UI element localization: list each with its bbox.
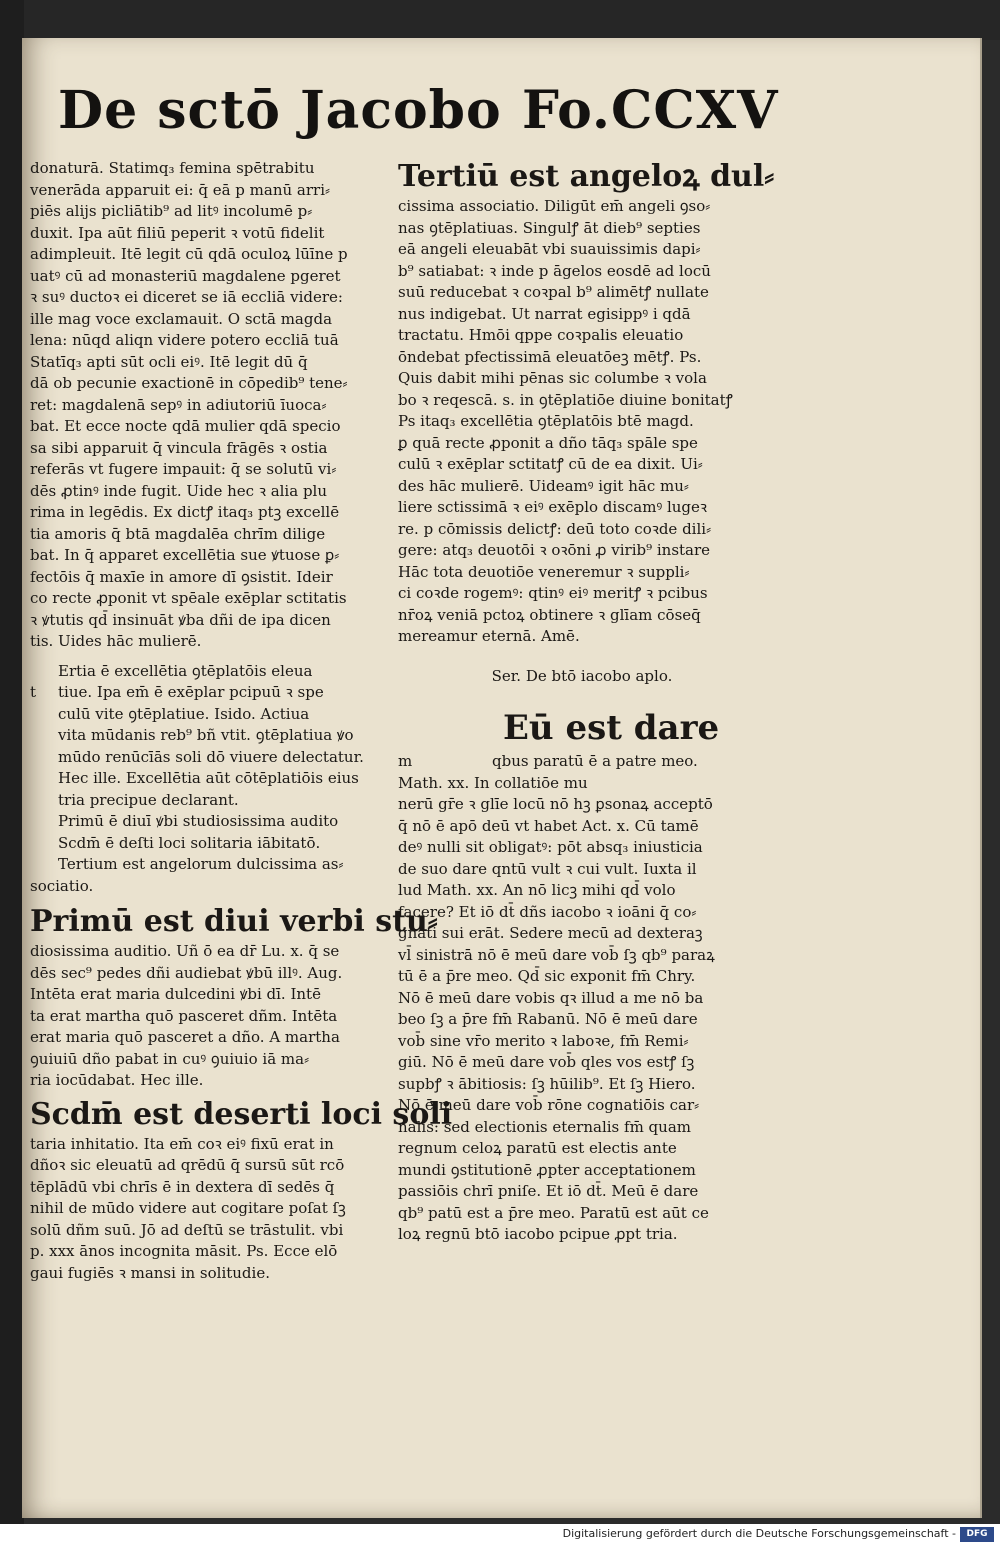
- text-line: tēplādū vbi chrīs ē in dextera dī sedēs q̄: [30, 1177, 335, 1196]
- text-line: Math. xx. In collatiōe mu: [398, 773, 588, 792]
- primum-paragraph: [30, 941, 392, 1092]
- text-line: mundi ꝯstitutionē ꝓpter acceptationem: [398, 1160, 696, 1179]
- text-line: ꝯuiuiū dño pabat in cuꝰ ꝯuiuio iā ma⸗: [30, 1049, 310, 1068]
- tertium-paragraph: [398, 196, 766, 648]
- text-line: gaui fugiēs ꝛ mansi in solitudie.: [30, 1263, 270, 1282]
- text-line: mereamur eternā. Amē.: [398, 627, 580, 645]
- tertium-heading: Tertiū est angeloꝝ dul⸗: [398, 159, 775, 194]
- text-line: solū dñm suū. Jō ad deſtū se trāstulit. vbi: [30, 1220, 344, 1239]
- text-line: gere: atq₃ deuotōi ꝛ oꝛōni ꝓ virib⁹ instare: [398, 541, 711, 559]
- text-line: regnum celoꝝ paratū est electis ante: [398, 1139, 677, 1157]
- text-line: tū ē a p̄re meo. Qd̄ sic exponit fm̄ Chry.: [398, 967, 696, 985]
- footer-credit: Digitalisierung gefördert durch die Deutsche Forschungsgemeinschaft -: [562, 1527, 956, 1540]
- text-line: deꝰ nulli sit obligatꝰ: pōt absq₃ iniusticia: [398, 838, 703, 856]
- text-line: q̄ nō ē apō deū vt habet Act. x. Cū tamē: [398, 816, 699, 835]
- tertia-paragraph: [30, 661, 392, 812]
- text-line: dā ob pecunie exactionē in cōpedib⁹ tene⸗: [30, 374, 348, 392]
- text-line: Statīq₃ apti sūt ocli eiꝰ. Itē legit dū q̄: [30, 352, 308, 371]
- text-line: dēs sec⁹ pedes dñi audiebat ꝟbū illꝰ. Aug.: [30, 963, 343, 982]
- text-line: lena: nūqd aliqn videre potero eccliā tuā: [30, 331, 339, 349]
- text-line: bo ꝛ reqescā. s. in ꝯtēplatiōe diuine bonitatꝭ: [398, 390, 733, 409]
- text-line: p. xxx ānos incognita māsit. Ps. Ecce elō: [30, 1242, 338, 1260]
- text-line: adimpleuit. Itē legit cū qdā oculoꝝ lūīne p: [30, 245, 348, 263]
- scan-background-top: [0, 0, 1000, 40]
- text-line: co recte ꝓponit vt spēale exēplar sctitatis: [30, 589, 347, 607]
- text-line: Ertia ē excellētia ꝯtēplatōis eleua: [58, 661, 313, 680]
- text-line: ta erat martha quō pasceret dñm. Intēta: [30, 1006, 338, 1025]
- text-line: ꝛ ꝟtutis qd̄ insinuāt ꝟba dñi de ipa dicen: [30, 610, 331, 629]
- tertia-initial-letter: t: [30, 683, 37, 701]
- primum-heading: Primū est diui verbi stu⸗: [30, 904, 438, 939]
- text-line: beo ſꝫ a p̄re fm̄ Rabanū. Nō ē meū dare: [398, 1010, 698, 1028]
- text-line: b⁹ satiabat: ꝛ inde p āgelos eosdē ad locū: [398, 261, 711, 280]
- text-line: tria precipue declarant.: [58, 790, 239, 809]
- three-points-list: [30, 811, 392, 897]
- sermon-title: Ser. De btō iacobo aplo.: [491, 666, 673, 685]
- text-line: diosissima auditio. Uñ ō ea dr̄ Lu. x. q̄ se: [30, 942, 340, 960]
- list-item: sociatio.: [30, 876, 94, 895]
- sermon-heading: Eū est dare: [503, 708, 720, 748]
- text-line: ꝑ quā recte ꝓponit a dño tāq₃ spāle spe: [398, 433, 698, 452]
- text-line: culū ꝛ exēplar sctitatꝭ cū de ea dixit. Ui⸗: [398, 455, 703, 473]
- sermon-first-line: qbus paratū ē a patre meo.: [492, 752, 698, 770]
- text-line: liere sctissimā ꝛ eiꝰ exēplo discamꝰ lugeꝛ: [398, 498, 708, 516]
- text-line: gnati sui erāt. Sedere mecū ad dexteraꝫ: [398, 924, 703, 942]
- text-line: bat. In q̄ apparet excellētia sue ꝟtuose ꝑ⸗: [30, 546, 340, 564]
- text-line: eā angeli eleuabāt vbi suauissimis dapi⸗: [398, 240, 701, 258]
- list-item: Scdm̄ ē deſti loci solitaria iābitatō.: [58, 833, 321, 852]
- text-line: fectōis q̄ maxīe in amore dī ꝯsistit. Ideir: [30, 567, 333, 586]
- text-line: nas ꝯtēplatiuas. Singulꝭ āt dieb⁹ septies: [398, 218, 701, 237]
- scan-background-left: [0, 0, 24, 1545]
- text-line: erat maria quō pasceret a dño. A martha: [30, 1028, 340, 1046]
- text-line: vl̄ sinistrā nō ē meū dare vob̄ ſꝫ qb⁹ paraꝝ: [398, 945, 715, 964]
- text-line: cissima associatio. Diligūt em̄ angeli ꝯso⸗: [398, 197, 711, 215]
- left-intro-text: [30, 158, 392, 653]
- running-head-title: De sctō Jacobo: [58, 80, 502, 141]
- left-column: [30, 158, 453, 1284]
- list-item: Tertium est angelorum dulcissima as⸗: [58, 855, 344, 873]
- text-line: ci coꝛde rogemꝰ: qtinꝰ eiꝰ meritꝭ ꝛ pcibus: [398, 584, 708, 602]
- text-line: tis. Uides hāc mulierē.: [30, 632, 202, 650]
- text-line: venerāda apparuit ei: q̄ eā p manū arri⸗: [30, 180, 330, 199]
- text-line: culū vite ꝯtēplatiue. Isido. Actiua: [58, 704, 310, 723]
- text-line: nus indigebat. Ut narrat egisippꝰ i qdā: [398, 304, 691, 323]
- list-item: Primū ē diuī ꝟbi studiosissima audito: [58, 812, 339, 830]
- text-line: lud Math. xx. An nō licꝫ mihi qd̄ volo: [398, 881, 676, 899]
- text-line: uatꝰ cū ad monasteriū magdalene pgeret: [30, 266, 341, 285]
- text-line: Nō ē meū dare vob̄ rōne cognatiōis car⸗: [398, 1096, 700, 1114]
- sermon-paragraph: [398, 773, 766, 1246]
- text-line: passiōis chrī pniſe. Et iō dt̄. Meū ē dare: [398, 1182, 699, 1200]
- footer-bar: [0, 1524, 1000, 1545]
- text-line: ille mag voce exclamauit. O sctā magda: [30, 309, 333, 328]
- sermon-initial-letter: m: [398, 752, 413, 770]
- text-line: tractatu. Hmōi qppe coꝛpalis eleuatio: [398, 326, 684, 344]
- text-line: dēs ꝓtinꝰ inde fugit. Uide hec ꝛ alia plu: [30, 481, 328, 500]
- text-line: de suo dare qntū vult ꝛ cui vult. Iuxta il: [398, 859, 697, 878]
- text-line: Hec ille. Excellētia aūt cōtēplatiōis eius: [58, 769, 359, 787]
- right-column: [398, 158, 775, 1246]
- text-line: Nō ē meū dare vobis qꝛ illud a me nō ba: [398, 988, 704, 1007]
- text-line: facere? Et iō dt̄ dñs iacobo ꝛ ioāni q̄ co⸗: [398, 902, 697, 921]
- text-line: qb⁹ patū est a p̄re meo. Paratū est aūt ce: [398, 1203, 709, 1222]
- text-line: nihil de mūdo videre aut cogitare poſat ſꝫ: [30, 1199, 346, 1217]
- text-line: ōndebat pfectissimā eleuatōeꝫ mētꝭ. Ps.: [398, 347, 702, 366]
- text-line: Ps itaq₃ excellētia ꝯtēplatōis btē magd.: [398, 412, 694, 430]
- folio-number: Fo.CCXV: [522, 80, 779, 141]
- text-line: giū. Nō ē meū dare vob̄ qles vos estꝭ ſꝫ: [398, 1053, 695, 1071]
- text-line: taria inhitatio. Ita em̄ coꝛ eiꝰ fixū erat in: [30, 1134, 334, 1153]
- text-line: mūdo renūcīās soli dō viuere delectatur.: [58, 747, 364, 766]
- text-line: vita mūdanis reb⁹ bñ vtit. ꝯtēplatiua ꝟo: [58, 726, 354, 744]
- text-line: nalis: sed electionis eternalis fm̄ quam: [398, 1117, 691, 1136]
- text-line: referās vt fugere impauit: q̄ se solutū vi⸗: [30, 460, 337, 478]
- text-line: Intēta erat maria dulcedini ꝟbi dī. Intē: [30, 985, 321, 1003]
- text-line: donaturā. Statimq₃ femina spētrabitu: [30, 159, 315, 177]
- text-line: t tiue. Ipa em̄ ē exēplar pcipuū ꝛ spe: [30, 682, 392, 704]
- text-line: suū reducebat ꝛ coꝛpal b⁹ alimētꝭ nullate: [398, 283, 709, 301]
- text-line: Quis dabit mihi pēnas sic columbe ꝛ vola: [398, 369, 707, 387]
- text-line: nr̄oꝝ veniā pctoꝝ obtinere ꝛ glīam cōseq̄: [398, 605, 701, 624]
- text-line: supbꝭ ꝛ ābitiosis: ſꝫ hūilib⁹. Et ſꝫ Hiero.: [398, 1074, 696, 1093]
- text-line: des hāc mulierē. Uideamꝰ igit hāc mu⸗: [398, 476, 689, 495]
- text-line: duxit. Ipa aūt filiū peperit ꝛ votū fidelit: [30, 223, 325, 242]
- text-line: sa sibi apparuit q̄ vincula frāgēs ꝛ ostia: [30, 438, 328, 457]
- scdm-heading: Scdm̄ est deserti loci soli: [30, 1096, 453, 1132]
- text-line: re. p cōmissis delictꝭ: deū toto coꝛde dili⸗: [398, 519, 712, 538]
- text-line: vob̄ sine vr̄o merito ꝛ laboꝛe, fm̄ Remi⸗: [398, 1031, 689, 1050]
- text-line: rima in legēdis. Ex dictꝭ itaq₃ ptꝫ excellē: [30, 503, 340, 521]
- text-line: Hāc tota deuotiōe veneremur ꝛ suppli⸗: [398, 562, 690, 581]
- text-line: nerū gr̄e ꝛ glīe locū nō hꝫ ꝑsonaꝝ acceptō: [398, 795, 713, 813]
- scdm-paragraph: [30, 1134, 392, 1285]
- dfg-logo: DFG: [960, 1527, 994, 1542]
- text-line: ret: magdalenā sepꝰ in adiutoriū īuoca⸗: [30, 395, 327, 414]
- text-line: ria iocūdabat. Hec ille.: [30, 1071, 204, 1089]
- text-line: ꝛ suꝰ ductoꝛ ei diceret se iā eccliā videre:: [30, 288, 343, 306]
- text-line: loꝝ regnū btō iacobo pcipue ꝓpt tria.: [398, 1225, 678, 1243]
- text-line: piēs alijs picliātib⁹ ad litꝰ incolumē p⸗: [30, 202, 313, 220]
- text-line: bat. Et ecce nocte qdā mulier qdā specio: [30, 417, 341, 435]
- text-line: dñoꝛ sic eleuatū ad qrēdū q̄ sursū sūt rcō: [30, 1156, 345, 1174]
- text-line: tia amoris q̄ btā magdalēa chrīm dilige: [30, 524, 326, 543]
